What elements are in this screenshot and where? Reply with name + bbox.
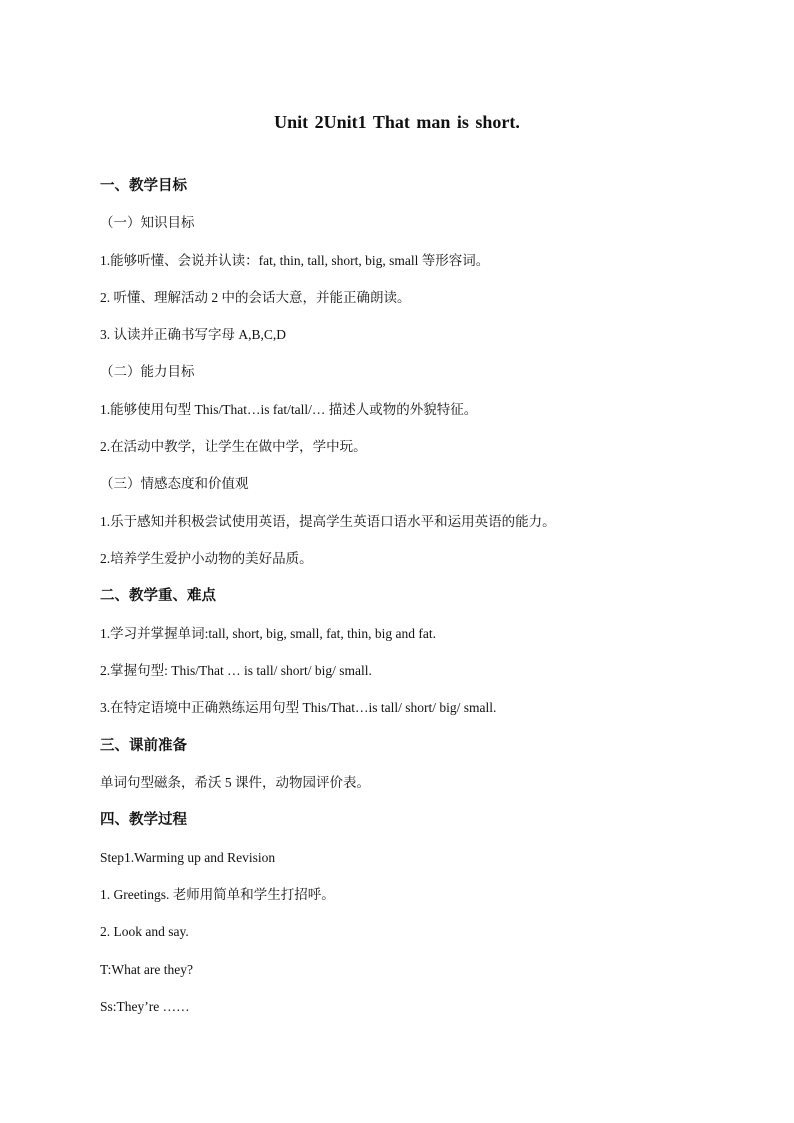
section-heading-process: 四、教学过程 (100, 812, 187, 828)
paragraph-line: 1.能够使用句型 This/That…is fat/tall/… 描述人或物的外貌特征。 (100, 402, 478, 417)
paragraph-line: 2. 听懂、理解活动 2 中的会话大意，并能正确朗读。 (100, 290, 411, 305)
paragraph-line: 1. Greetings. 老师用简单和学生打招呼。 (100, 887, 335, 902)
document-title: Unit 2Unit1 That man is short. (274, 112, 520, 132)
section-heading-preparation: 三、课前准备 (100, 738, 187, 754)
section-heading-key-points: 二、教学重、难点 (100, 588, 216, 604)
paragraph-line: 3. 认读并正确书写字母 A,B,C,D (100, 327, 287, 342)
section-heading-objectives: 一、教学目标 (100, 178, 187, 194)
paragraph-line: Ss:They’re …… (100, 999, 190, 1014)
paragraph-line: 2. Look and say. (100, 924, 189, 939)
subheading-knowledge: （一）知识目标 (100, 215, 195, 230)
paragraph-line: 2.在活动中教学，让学生在做中学，学中玩。 (100, 439, 367, 454)
paragraph-line: 单词句型磁条，希沃 5 课件，动物园评价表。 (100, 775, 370, 790)
subheading-attitude: （三）情感态度和价值观 (100, 476, 249, 491)
paragraph-line: 1.学习并掌握单词:tall, short, big, small, fat, thin, big and fat. (100, 626, 436, 641)
paragraph-line: 3.在特定语境中正确熟练运用句型 This/That…is tall/ short/ big/ small. (100, 700, 497, 715)
paragraph-line: 1.乐于感知并积极尝试使用英语，提高学生英语口语水平和运用英语的能力。 (100, 514, 556, 529)
paragraph-line: 2.培养学生爱护小动物的美好品质。 (100, 551, 313, 566)
paragraph-line: T:What are they? (100, 962, 194, 977)
paragraph-line: 2.掌握句型: This/That … is tall/ short/ big/ small. (100, 663, 372, 678)
subheading-ability: （二）能力目标 (100, 364, 195, 379)
paragraph-line: Step1.Warming up and Revision (100, 850, 276, 865)
paragraph-line: 1.能够听懂、会说并认读：fat, thin, tall, short, big, small 等形容词。 (100, 253, 490, 268)
